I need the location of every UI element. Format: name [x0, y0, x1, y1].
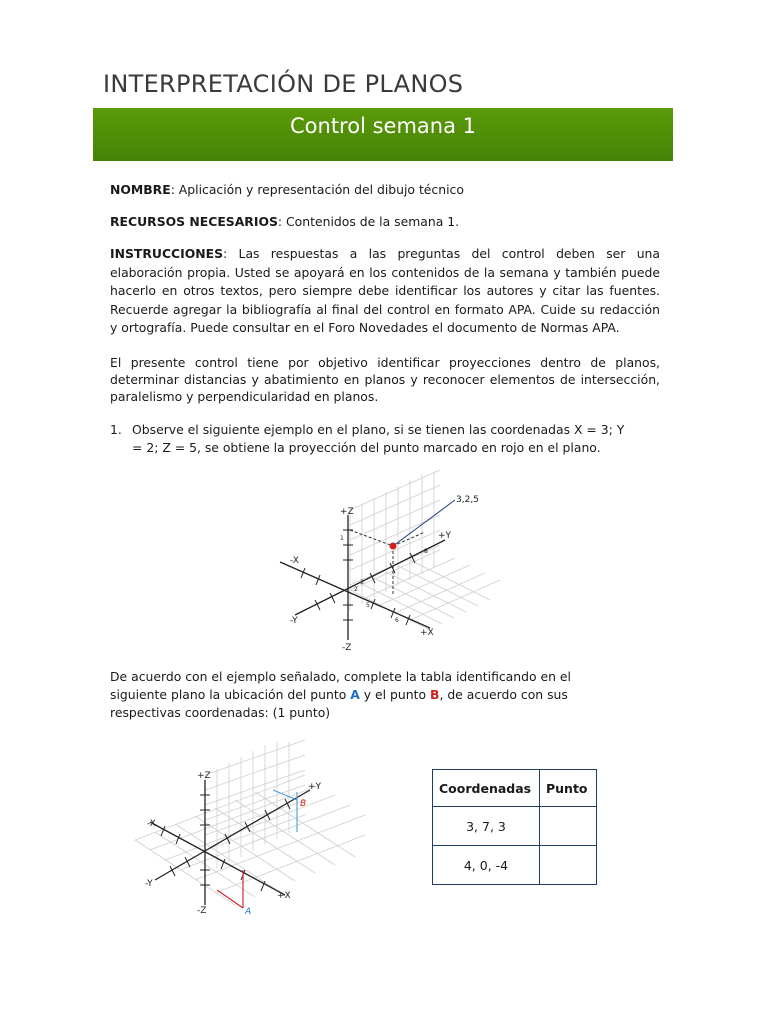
tick-label: 1: [340, 535, 344, 542]
objective-paragraph: El presente control tiene por objetivo identificar proyecciones dentro de planos, determinar distancias y abatimiento en planos y reconocer elementos de intersección, paralelismo y perpendicularidad en planos.: [110, 355, 660, 404]
figure-1-coordinate-plane: [250, 470, 510, 655]
coord-cell: 3, 7, 3: [433, 807, 540, 846]
axis-label-plus-z: +Z: [340, 507, 354, 517]
coord-cell: 4, 0, -4: [433, 846, 540, 885]
instruction-mid: y el punto: [359, 687, 430, 702]
axis-label-plus-y: +Y: [308, 782, 322, 792]
red-point-marker: [390, 543, 397, 550]
table-header-row: [433, 770, 597, 807]
tick-label: 2: [354, 586, 358, 593]
banner-title: Control semana 1: [290, 114, 476, 138]
grid-floor: [350, 550, 500, 630]
question-1: [110, 421, 630, 457]
recursos-field: [110, 213, 660, 232]
y-axis: [295, 540, 445, 615]
header-punto: Punto: [540, 770, 597, 807]
recursos-label: RECURSOS NECESARIOS: [110, 214, 278, 229]
instrucciones-field: [110, 245, 660, 338]
instrucciones-label: INSTRUCCIONES: [110, 246, 224, 261]
axis-label-plus-x: +X: [420, 628, 434, 638]
axis-label-minus-x: -X: [290, 556, 299, 566]
axis-label-plus-y: +Y: [438, 531, 452, 541]
grid-back-wall: [350, 470, 440, 610]
axis-label-minus-z: -Z: [342, 643, 352, 653]
nombre-label: NOMBRE: [110, 182, 171, 197]
axis-label-plus-z: +Z: [197, 771, 211, 781]
axis-label-minus-x: -X: [147, 819, 156, 829]
nombre-field: [110, 181, 660, 200]
table-row: [433, 846, 597, 885]
coordinates-table: [432, 769, 597, 885]
instrucciones-value: : Las respuestas a las preguntas del control deben ser una elaboración propia. Usted se apoyará en los contenidos de la semana y también puede hacerlo en otros textos, pero siempre debe identificar los autores y citar las fuentes. Recuerde agregar la bibliografía al final del control en formato APA. Cuide su redacción y ortografía. Puede consultar en el Foro Novedades el documento de Normas APA.: [110, 246, 660, 335]
axis-label-minus-y: -Y: [145, 879, 153, 889]
instruction-2: [110, 668, 630, 722]
instruction-post: , de acuerdo con sus respectivas coordenadas: (1 punto): [110, 687, 568, 720]
tick-label: 6: [395, 617, 399, 624]
question-number: 1.: [110, 422, 122, 437]
point-b-marker-label: B: [300, 799, 307, 809]
tick-label: 5: [366, 602, 370, 609]
recursos-value: : Contenidos de la semana 1.: [277, 214, 460, 229]
header-coordenadas: Coordenadas: [433, 770, 540, 807]
tick-label: 8: [424, 548, 428, 555]
point-b-label: B: [429, 687, 440, 702]
point-a-projection: [217, 870, 243, 908]
punto-input-cell[interactable]: [540, 807, 597, 846]
document-title: INTERPRETACIÓN DE PLANOS: [103, 70, 464, 98]
tick-label: 3: [360, 579, 364, 586]
header-banner: [93, 108, 673, 161]
figure-2-coordinate-plane: [125, 740, 370, 920]
point-a-label: A: [350, 687, 360, 702]
axis-label-minus-y: -Y: [290, 616, 298, 626]
axis-label-plus-x: +X: [277, 891, 291, 901]
question-text: Observe el siguiente ejemplo en el plano, si se tienen las coordenadas X = 3; Y = 2; Z = 5, se obtiene la proyección del punto marcado en rojo en el plano.: [132, 422, 625, 455]
instruction-pre: De acuerdo con el ejemplo señalado, complete la tabla identificando en el siguiente plano la ubicación del punto: [110, 669, 571, 702]
table-row: [433, 807, 597, 846]
point-label: 3,2,5: [456, 495, 479, 505]
axis-label-minus-z: -Z: [197, 906, 207, 916]
axes: [150, 780, 310, 905]
point-a-marker-label: A: [245, 907, 252, 917]
grid-floor: [135, 775, 365, 905]
punto-input-cell[interactable]: [540, 846, 597, 885]
nombre-value: : Aplicación y representación del dibujo técnico: [170, 182, 464, 197]
